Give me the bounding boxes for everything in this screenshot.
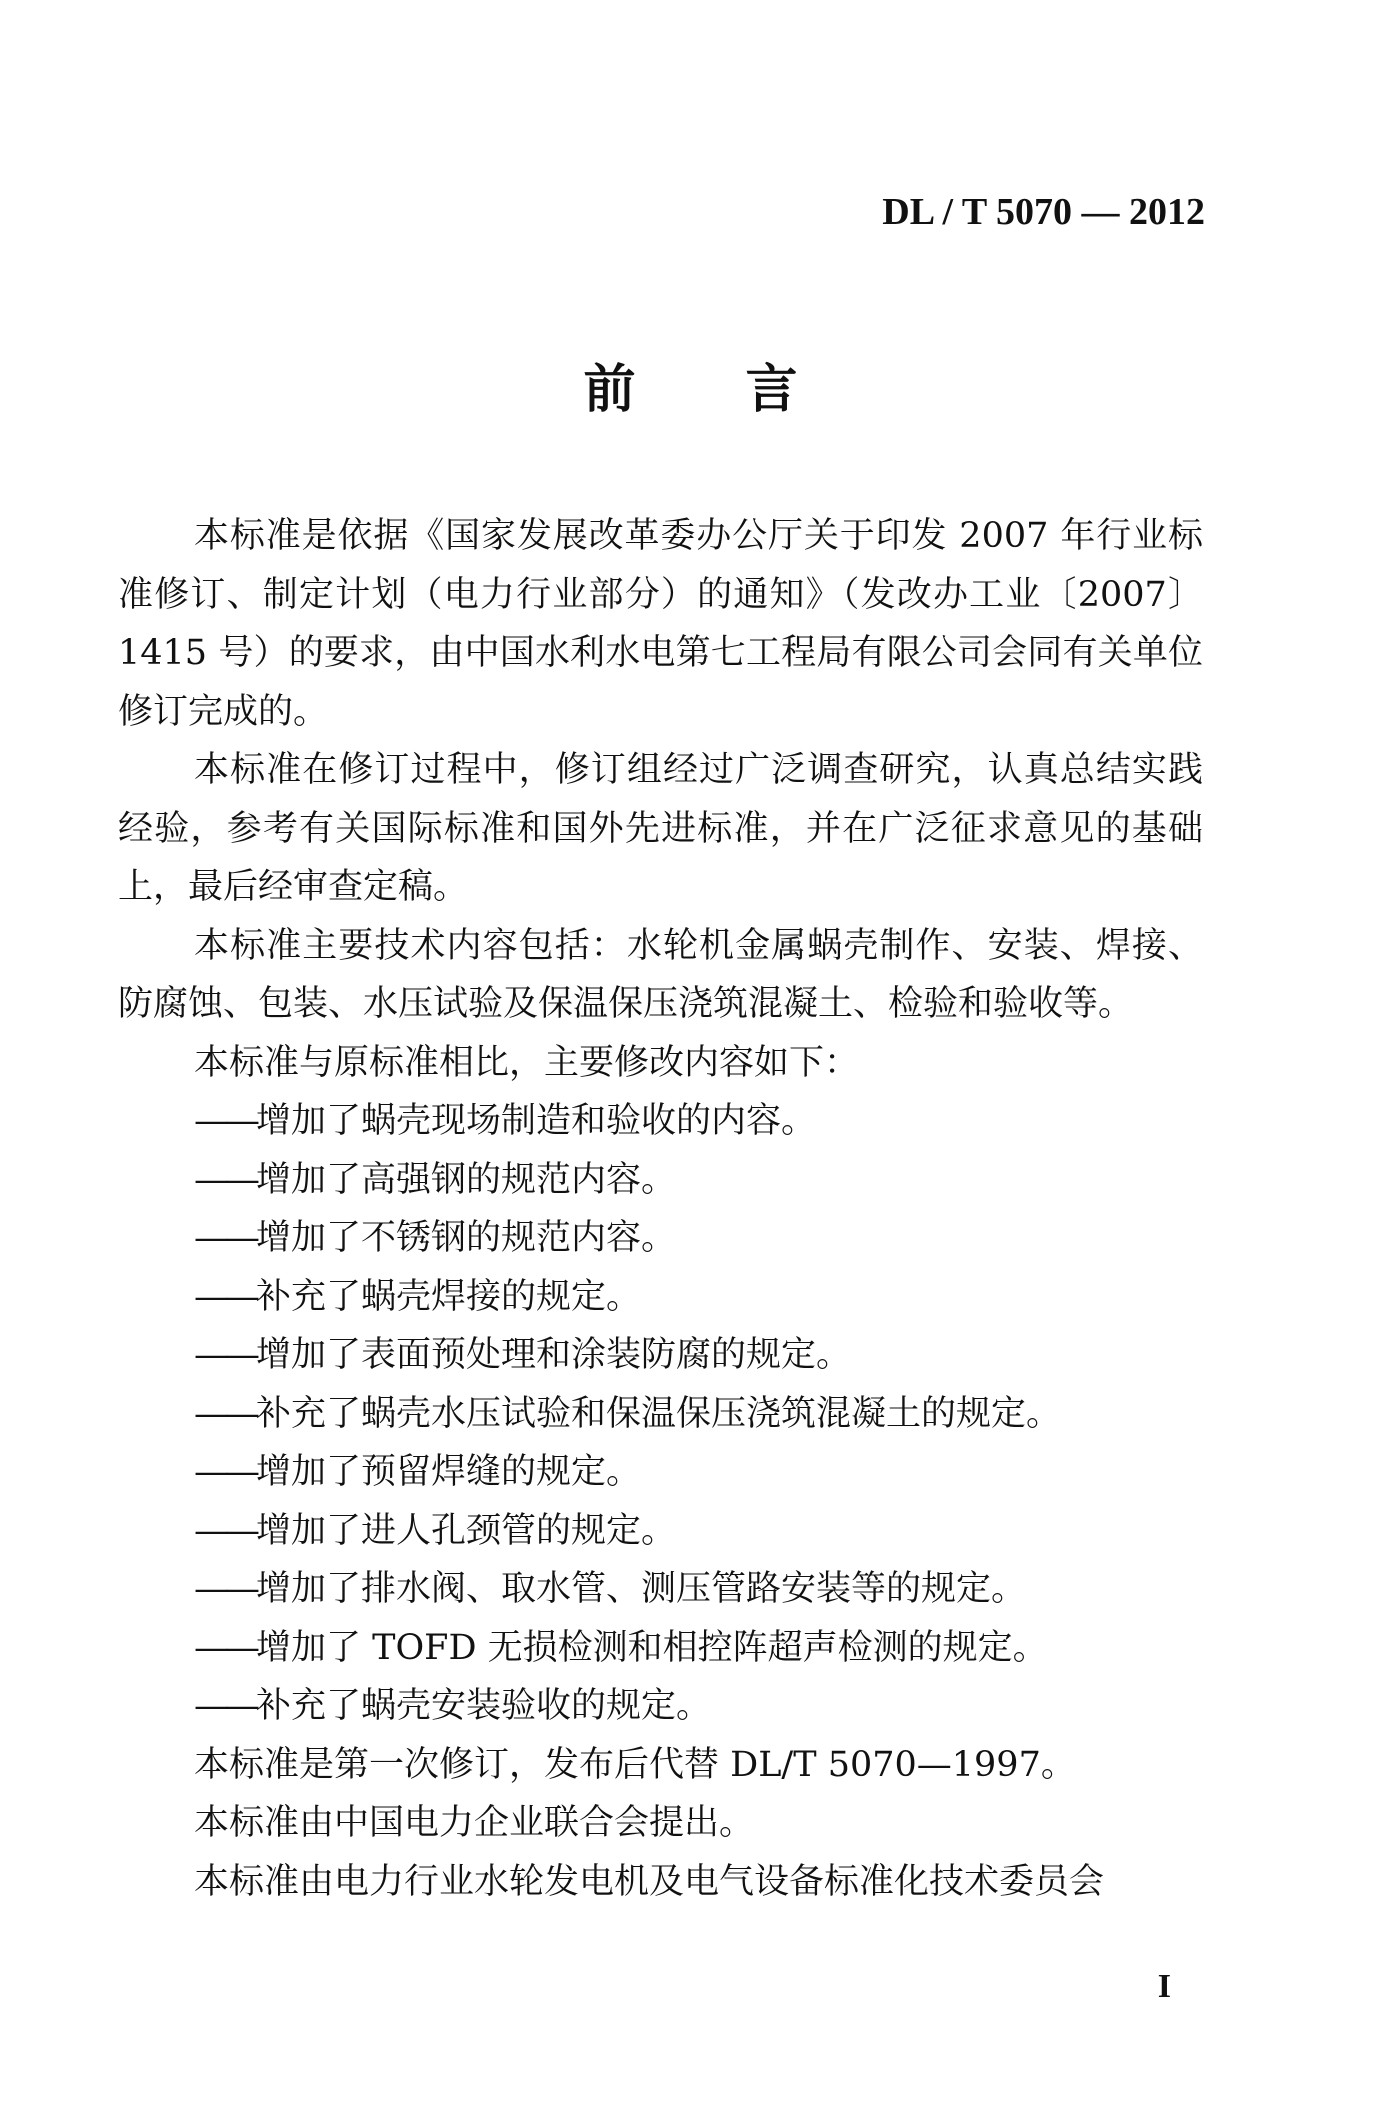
list-item (118, 1443, 1203, 1502)
paragraph-committee: 本标准由电力行业水轮发电机及电气设备标准化技术委员会 (194, 1861, 1105, 1902)
list-item-text: 增加了蜗壳现场制造和验收的内容。 (256, 1101, 817, 1141)
list-item (118, 1268, 1203, 1327)
list-dash: —— (194, 1627, 256, 1668)
list-dash: —— (194, 1393, 256, 1434)
paragraph-scope: 本标准主要技术内容包括：水轮机金属蜗壳制作、安装、焊接、防腐蚀、包装、水压试验及保温保压浇筑混凝土、检验和验收等。 (118, 925, 1203, 1024)
standard-code: DL / T 5070 — 2012 (882, 191, 1205, 233)
list-item-text: 增加了预留焊缝的规定。 (256, 1452, 642, 1492)
list-dash: —— (194, 1218, 256, 1258)
paragraph-revision: 本标准是第一次修订，发布后代替 DL/T 5070—1997。 (194, 1744, 1076, 1785)
list-dash: —— (194, 1510, 256, 1551)
list-item (118, 1385, 1203, 1444)
list-item (118, 1502, 1203, 1561)
paragraph-process: 本标准在修订过程中，修订组经过广泛调查研究，认真总结实践经验，参考有关国际标准和国外先进标准，并在广泛征求意见的基础上，最后经审查定稿。 (118, 750, 1203, 907)
page-number: I (1157, 1968, 1171, 2005)
list-item-text: 增加了排水阀、取水管、测压管路安装等的规定。 (256, 1569, 1027, 1609)
list-item-text: 增加了高强钢的规范内容。 (256, 1159, 677, 1200)
list-dash: —— (194, 1452, 256, 1492)
list-item-text: 增加了表面预处理和涂装防腐的规定。 (256, 1335, 852, 1375)
list-item (118, 1209, 1203, 1268)
list-item (118, 1151, 1203, 1210)
list-item-text: 补充了蜗壳安装验收的规定。 (256, 1686, 712, 1726)
list-item-text: 增加了 TOFD 无损检测和相控阵超声检测的规定。 (256, 1627, 1048, 1668)
list-item (118, 1560, 1203, 1619)
list-item-text: 增加了不锈钢的规范内容。 (256, 1218, 677, 1258)
paragraph-basis: 本标准是依据《国家发展改革委办公厅关于印发 2007 年行业标准修订、制定计划（电力行业部分）的通知》（发改办工业〔2007〕1415 号）的要求，由中国水利水电第七工程局有限公司会同有关单位修订完成的。 (118, 516, 1203, 732)
list-dash: —— (194, 1101, 256, 1141)
list-item (118, 1619, 1203, 1678)
list-item-text: 增加了进人孔颈管的规定。 (256, 1510, 677, 1551)
paragraph-proposer: 本标准由中国电力企业联合会提出。 (194, 1803, 755, 1843)
list-item (118, 1092, 1203, 1151)
paragraph-changes-intro: 本标准与原标准相比，主要修改内容如下： (194, 1042, 860, 1083)
change-list (118, 1092, 1203, 1736)
preface-body (118, 507, 1203, 1911)
list-dash: —— (194, 1276, 256, 1317)
list-dash: —— (194, 1569, 256, 1609)
list-dash: —— (194, 1159, 256, 1200)
list-item (118, 1326, 1203, 1385)
title-char-1: 前 (583, 360, 636, 420)
list-item-text: 补充了蜗壳焊接的规定。 (256, 1276, 642, 1317)
title-char-2: 言 (745, 360, 798, 420)
list-item-text: 补充了蜗壳水压试验和保温保压浇筑混凝土的规定。 (256, 1393, 1062, 1434)
page-title (0, 360, 1381, 420)
list-dash: —— (194, 1686, 256, 1726)
list-item (118, 1677, 1203, 1736)
list-dash: —— (194, 1335, 256, 1375)
